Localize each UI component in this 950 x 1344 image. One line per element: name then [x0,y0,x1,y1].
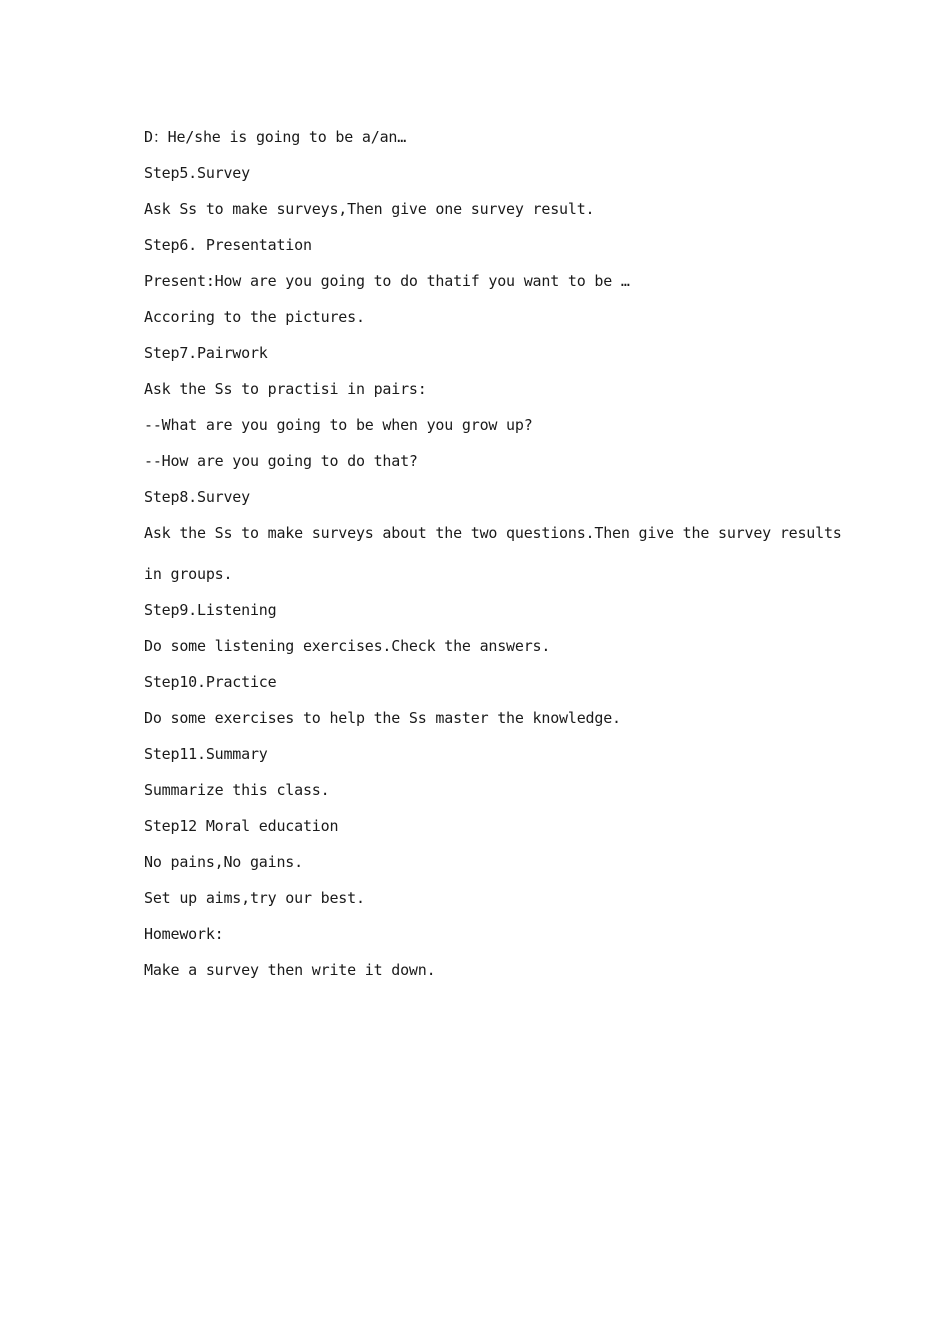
text-line: in groups. [144,565,233,583]
document-body [144,126,842,995]
text-line: Accoring to the pictures. [144,308,365,326]
text-line: Ask Ss to make surveys,Then give one survey result. [144,200,595,218]
step-heading: Step12 Moral education [144,817,339,835]
step-heading: Step11.Summary [144,745,268,763]
text-line: Summarize this class. [144,781,330,799]
text-line: Ask the Ss to make surveys about the two questions.Then give the survey results [144,524,842,542]
step-heading: Step6. Presentation [144,236,312,254]
text-line: Make a survey then write it down. [144,961,436,979]
text-line: No pains,No gains. [144,853,303,871]
text-line: Set up aims,try our best. [144,889,365,907]
text-line: Present:How are you going to do thatif you want to be … [144,272,630,290]
step-heading: Step9.Listening [144,601,277,619]
text-line: Do some exercises to help the Ss master the knowledge. [144,709,621,727]
step-heading: Step10.Practice [144,673,277,691]
step-heading: Step5.Survey [144,164,250,182]
text-line: Do some listening exercises.Check the answers. [144,637,551,655]
step-heading: Step8.Survey [144,488,250,506]
text-line: --What are you going to be when you grow up? [144,416,533,434]
homework-heading: Homework: [144,925,224,943]
text-line: Ask the Ss to practisi in pairs: [144,380,427,398]
step-heading: Step7.Pairwork [144,344,268,362]
text-line: --How are you going to do that? [144,452,418,470]
text-line: D：He/she is going to be a/an… [144,128,407,146]
